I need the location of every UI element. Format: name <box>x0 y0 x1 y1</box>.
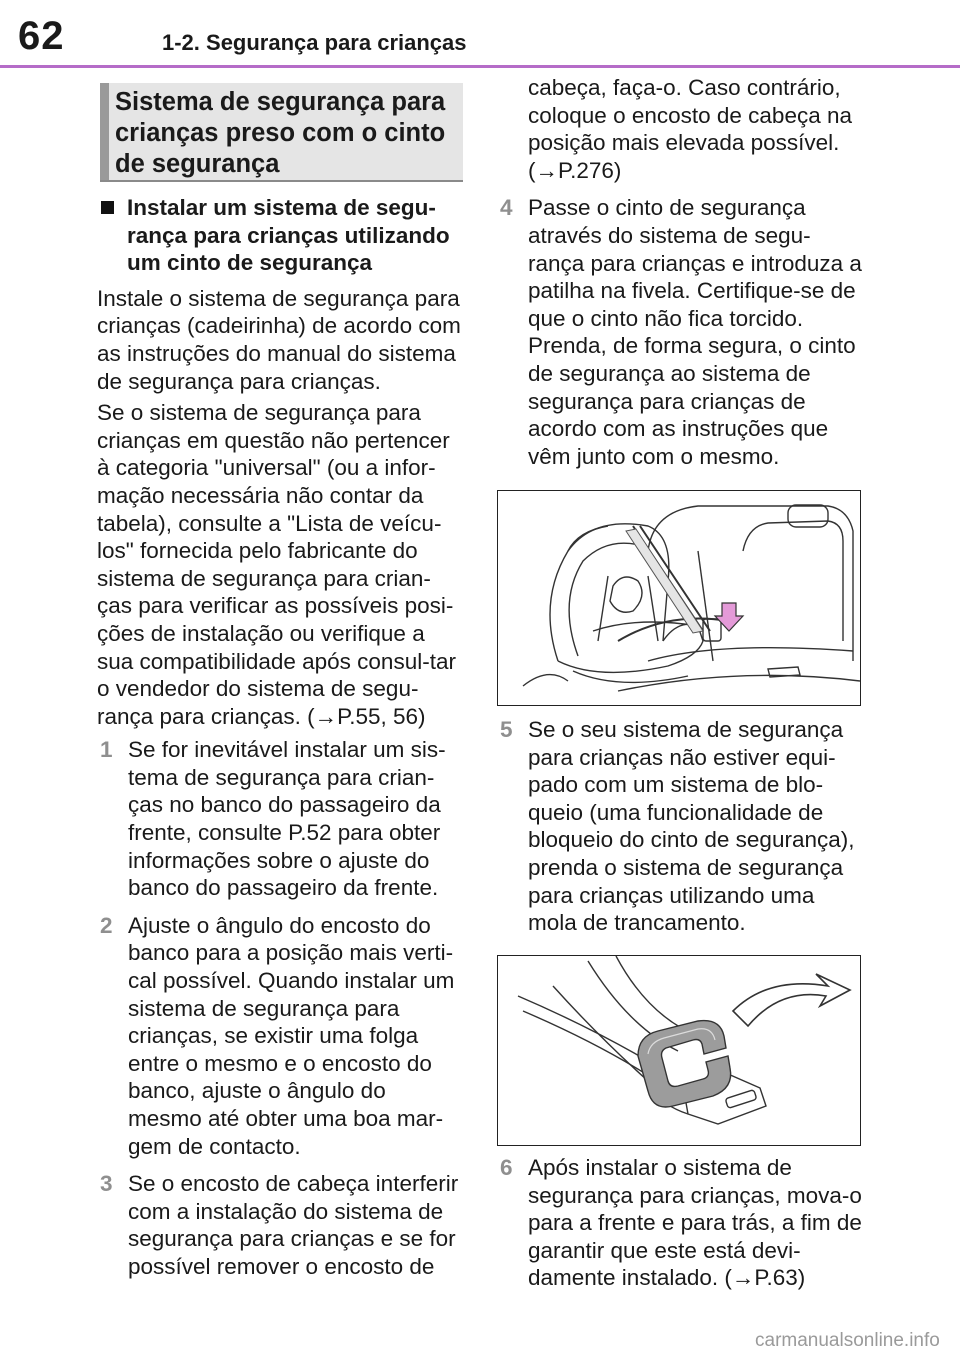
watermark-link[interactable]: carmanualsonline.info <box>755 1330 940 1351</box>
step-number: 6 <box>500 1155 513 1180</box>
square-bullet-icon <box>101 201 114 214</box>
step-text: Se for inevitável instalar um sis-tema de segurança para crian-ças no banco do passageiro da frente, consulte P.52 para obter informações sobre o ajuste do banco do passageiro da frente. <box>128 737 446 901</box>
step-number: 5 <box>500 717 513 742</box>
subheading <box>97 194 465 277</box>
child-seat-drawing <box>498 491 860 705</box>
step-number: 4 <box>500 195 513 221</box>
locking-clip-drawing <box>498 956 860 1145</box>
right-column <box>497 74 865 480</box>
subheading-text: Instalar um sistema de segu-rança para crianças utilizando um cinto de segurança <box>127 195 450 276</box>
step-3-continued: cabeça, faça-o. Caso contrário, coloque o encosto de cabeça na posição mais elevada possível. (→P.276) <box>528 75 852 183</box>
right-column-step-6 <box>497 1154 865 1302</box>
paragraph-intro: Instale o sistema de segurança para crianças (cadeirinha) de acordo com as instruções do manual do sistema de segurança para crianças. <box>97 285 461 394</box>
paragraph-vehicle-list: Se o sistema de segurança para crianças em questão não pertencer à categoria "universal" (ou a infor-mação necessária não contar da tabela), consulte a "Lista de veícu-los" fornecida pelo fabricante do sistema de segurança para crian-ças para verificar as possíveis posi-ções de instalação ou verifique a sua compatibilidade após consul-tar o vendedor do sistema de segu-rança para crianças. (→P.55, 56) <box>97 400 456 729</box>
step-4 <box>497 194 865 470</box>
section-title: Sistema de segurança para crianças preso com o cinto de segurança <box>115 88 446 178</box>
step-text: Ajuste o ângulo do encosto do banco para a posição mais verti-cal possível. Quando instalar um sistema de segurança para crianças, se existir uma folga entre o mesmo e o encosto do banco, ajuste o ângulo do mesmo até obter uma boa mar-gem de contacto. <box>128 912 455 1159</box>
right-column-step-5 <box>497 716 865 947</box>
left-column <box>97 194 465 1291</box>
step-number: 1 <box>100 737 113 763</box>
title-box-accent-bar <box>100 83 109 180</box>
step-text: Se o seu sistema de segurança para crianças não estiver equi-pado com um sistema de blo-queio (uma funcionalidade de bloqueio do cinto de segurança), prenda o sistema de segurança para crianças utilizando uma mola de trancamento. <box>528 717 855 936</box>
step-1 <box>97 736 465 902</box>
header-divider <box>0 65 960 68</box>
step-5 <box>497 716 865 937</box>
step-6 <box>497 1154 865 1292</box>
step-2 <box>97 912 465 1160</box>
step-text: Se o encosto de cabeça interferir com a instalação do sistema de segurança para crianças e se for possível remover o encosto de <box>128 1171 459 1279</box>
step-number: 2 <box>100 912 113 938</box>
locking-clip-illustration <box>497 955 861 1146</box>
step-text: Após instalar o sistema de segurança para crianças, mova-o para a frente e para trás, a fim de garantir que este está devi-damente instalado. (→P.63) <box>528 1155 862 1291</box>
section-header: 1-2. Segurança para crianças <box>162 30 467 55</box>
child-seat-illustration <box>497 490 861 706</box>
step-text: Passe o cinto de segurança através do sistema de segu-rança para crianças e introduza a patilha na fivela. Certifique-se de que o cinto não fica torcido. Prenda, de forma segura, o cinto de segurança ao sistema de segurança para crianças de acordo com as instruções que vêm junto com o mesmo. <box>528 195 862 469</box>
step-3 <box>97 1170 465 1280</box>
page-number: 62 <box>18 14 65 58</box>
step-number: 3 <box>100 1171 113 1197</box>
